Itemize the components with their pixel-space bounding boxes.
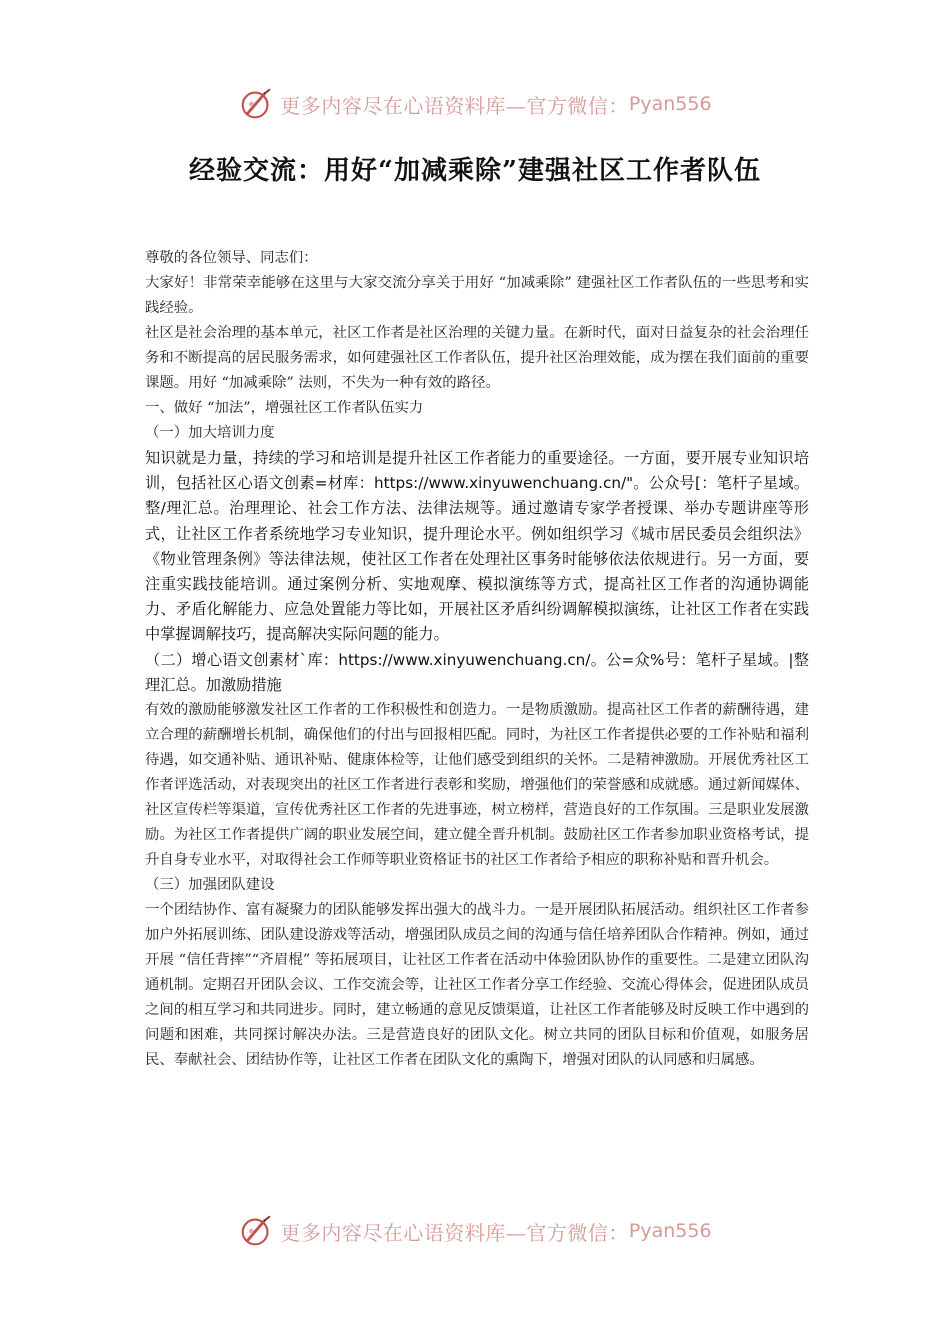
watermark-text: 更多内容尽在心语资料库—官方微信： (280, 93, 629, 118)
subheading-team: （三）加强团队建设 (145, 877, 275, 894)
background-paragraph: 社区是社会治理的基本单元，社区工作者是社区治理的关键力量。在新时代，面对日益复杂的社会治理任务和不断提高的居民服务需求，如何建强社区工作者队伍，提升社区治理效能，成为摆在我们面前的重要课题。用好 “加减乘除” 法则，不失为一种有效的路径。 (145, 325, 809, 391)
watermark-banner-top (0, 84, 950, 124)
incentives-paragraph: 有效的激励能够激发社区工作者的工作积极性和创造力。一是物质激励。提高社区工作者的薪酬待遇，建立合理的薪酬增长机制，确保他们的付出与回报相匹配。同时，为社区工作者提供必要的工作补贴和福利待遇，如交通补贴、通讯补贴、健康体检等，让他们感受到组织的关怀。二是精神激励。开展优秀社区工作者评选活动，对表现突出的社区工作者进行表彰和奖励，增强他们的荣誉感和成就感。通过新闻媒体、社区宣传栏等渠道，宣传优秀社区工作者的先进事迹，树立榜样，营造良好的工作氛围。三是职业发展激励。为社区工作者提供广阔的职业发展空间，建立健全晋升机制。鼓励社区工作者参加职业资格考试，提升自身专业水平，对取得社会工作师等职业资格证书的社区工作者给予相应的职称补贴和晋升机会。 (145, 702, 809, 869)
document-title: 经验交流：用好“加减乘除”建强社区工作者队伍 (189, 156, 761, 186)
section-heading-addition: 一、做好 “加法”，增强社区工作者队伍实力 (145, 400, 424, 416)
brush-logo-icon (238, 1212, 276, 1250)
watermark-banner-bottom (0, 1211, 950, 1251)
subheading-training: （一）加大培训力度 (145, 425, 275, 441)
document-body (145, 246, 809, 1073)
intro-paragraph: 大家好！非常荣幸能够在这里与大家交流分享关于用好 “加减乘除” 建强社区工作者队伍的一些思考和实践经验。 (145, 275, 809, 316)
salutation: 尊敬的各位领导、同志们： (145, 250, 318, 266)
subheading-incentives: （二）增心语文创素材`库：https://www.xinyuwenchuang.cn/。公=众%号：笔杆子星域。|整理汇总。加激励措施 (145, 650, 809, 694)
team-paragraph: 一个团结协作、富有凝聚力的团队能够发挥出强大的战斗力。一是开展团队拓展活动。组织社区工作者参加户外拓展训练、团队建设游戏等活动，增强团队成员之间的沟通与信任培养团队合作精神。例如，通过开展 “信任背摔”“齐眉棍” 等拓展项目，让社区工作者在活动中体验团队协作的重要性。二是建立团队沟通机制。定期召开团队会议、工作交流会等，让社区工作者分享工作经验、交流心得体会，促进团队成员之间的相互学习和共同进步。同时，建立畅通的意见反馈渠道，让社区工作者能够及时反映工作中遇到的问题和困难，共同探讨解决办法。三是营造良好的团队文化。树立共同的团队目标和价值观，如服务居民、奉献社会、团结协作等，让社区工作者在团队文化的熏陶下，增强对团队的认同感和归属感。 (145, 902, 809, 1069)
watermark-wechat-id: Pyan556 (628, 1220, 712, 1242)
brush-logo-icon (238, 85, 276, 123)
watermark-wechat-id: Pyan556 (628, 93, 712, 115)
watermark-text: 更多内容尽在心语资料库—官方微信： (280, 1220, 629, 1245)
training-paragraph: 知识就是力量，持续的学习和培训是提升社区工作者能力的重要途径。一方面，要开展专业知识培训，包括社区心语文创素=材库：https://www.xinyuwenchuang.cn/"。公众号[：笔杆子星域。整/理汇总。治理理论、社会工作方法、法律法规等。通过邀请专家学者授课、举办专题讲座等形式，让社区工作者系统地学习专业知识，提升理论水平。例如组织学习《城市居民委员会组织法》《物业管理条例》等法律法规，使社区工作者在处理社区事务时能够依法依规进行。另一方面，要注重实践技能培训。通过案例分析、实地观摩、模拟演练等方式，提高社区工作者的沟通协调能力、矛盾化解能力、应急处置能力等比如，开展社区矛盾纠纷调解模拟演练，让社区工作者在实践中掌握调解技巧，提高解决实际问题的能力。 (145, 449, 809, 644)
